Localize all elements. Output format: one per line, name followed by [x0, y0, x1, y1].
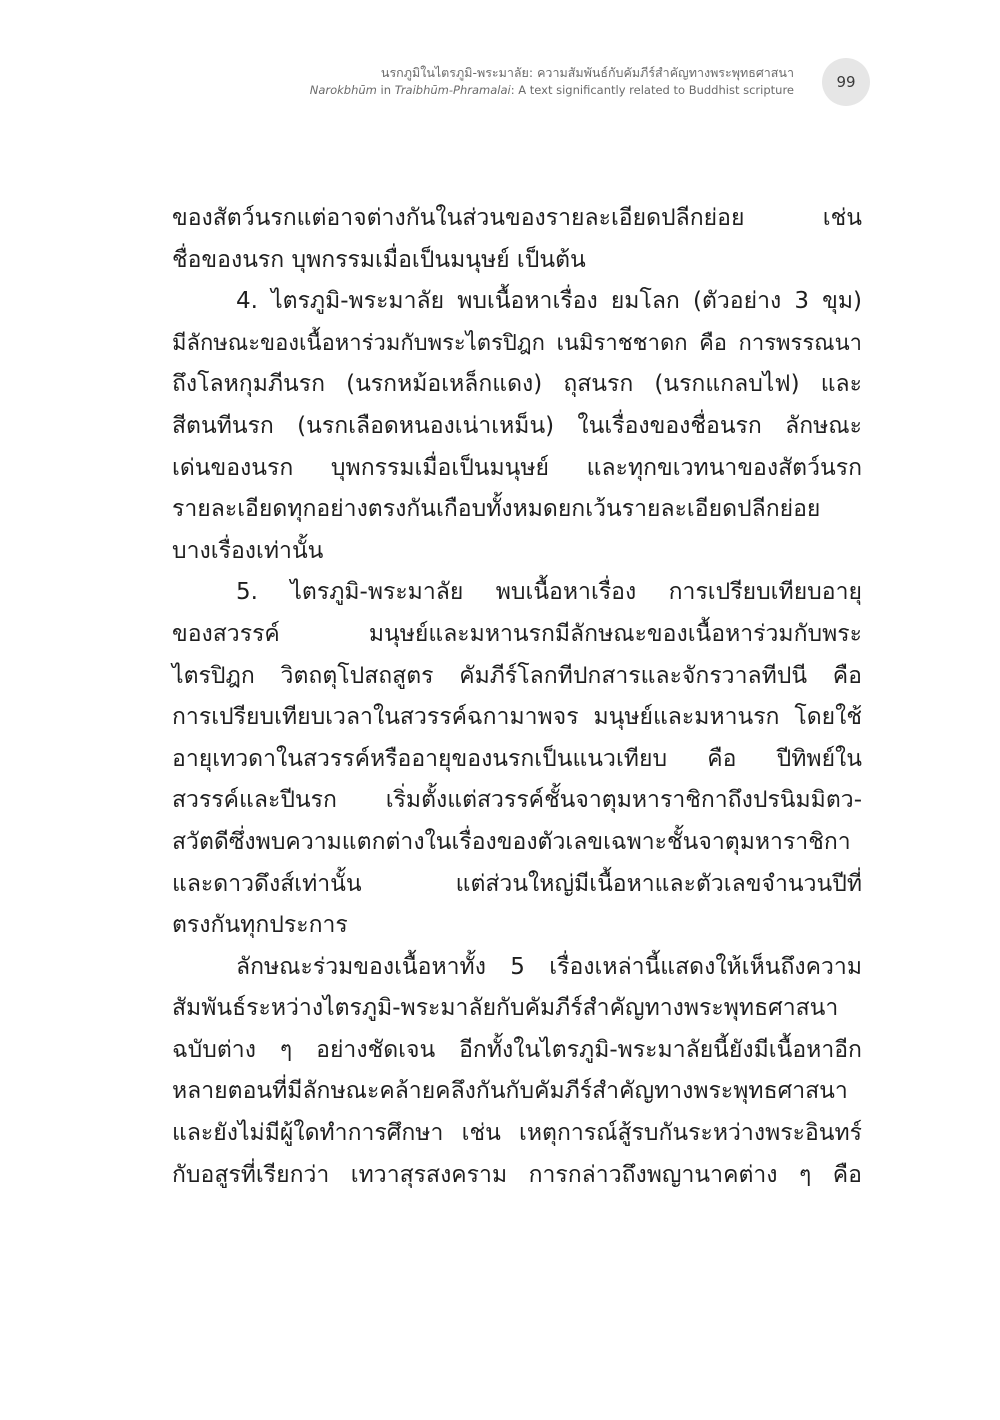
body-line: และยังไม่มีผู้ใดทำการศึกษา เช่น เหตุการณ์สู้รบกันระหว่างพระอินทร์: [172, 1120, 862, 1147]
running-header: [154, 64, 794, 99]
body-line: สัมพันธ์ระหว่างไตรภูมิ-พระมาลัยกับคัมภีร์สำคัญทางพระพุทธศาสนา: [172, 995, 839, 1022]
body-line: 5. ไตรภูมิ-พระมาลัย พบเนื้อหาเรื่อง การเปรียบเทียบอายุ: [236, 579, 862, 606]
header-en-term-2: Traibhūm-Phramalai: [394, 83, 511, 97]
body-line: สีตนทีนรก (นรกเลือดหนองเน่าเหม็น) ในเรื่องของชื่อนรก ลักษณะ: [172, 412, 862, 439]
body-text: [172, 198, 862, 1196]
body-line: ลักษณะร่วมของเนื้อหาทั้ง 5 เรื่องเหล่านี้แสดงให้เห็นถึงความ: [236, 953, 862, 980]
body-line: บางเรื่องเท่านั้น: [172, 537, 324, 564]
body-line: อายุเทวดาในสวรรค์หรืออายุของนรกเป็นแนวเทียบ คือ ปีทิพย์ใน: [172, 745, 862, 772]
body-line: สวัตดีซึ่งพบความแตกต่างในเรื่องของตัวเลขเฉพาะชั้นจาตุมหาราชิกา: [172, 828, 851, 855]
body-line: มีลักษณะของเนื้อหาร่วมกับพระไตรปิฎก เนมิราชชาดก คือ การพรรณนา: [172, 330, 862, 356]
body-line: ของสวรรค์ มนุษย์และมหานรกมีลักษณะของเนื้อหาร่วมกับพระ: [172, 620, 862, 647]
page-number: 99: [836, 73, 856, 91]
header-en-in: in: [376, 83, 395, 97]
header-en-rest: : A text significantly related to Buddhist scripture: [510, 83, 794, 97]
body-line: ไตรปิฎก วิตถตุโปสถสูตร คัมภีร์โลกทีปกสารและจักรวาลทีปนี คือ: [172, 662, 862, 689]
body-line: และดาวดึงส์เท่านั้น แต่ส่วนใหญ่มีเนื้อหาและตัวเลขจำนวนปีที่: [172, 870, 862, 897]
body-line: หลายตอนที่มีลักษณะคล้ายคลึงกันกับคัมภีร์สำคัญทางพระพุทธศาสนา: [172, 1078, 848, 1105]
body-line: ของสัตว์นรกแต่อาจต่างกันในส่วนของรายละเอียดปลีกย่อย เช่น: [172, 205, 862, 231]
body-line: เด่นของนรก บุพกรรมเมื่อเป็นมนุษย์ และทุกขเวทนาของสัตว์นรก: [172, 454, 862, 481]
body-line: ตรงกันทุกประการ: [172, 912, 348, 939]
body-line: รายละเอียดทุกอย่างตรงกันเกือบทั้งหมดยกเว้นรายละเอียดปลีกย่อย: [172, 496, 821, 523]
body-line: 4. ไตรภูมิ-พระมาลัย พบเนื้อหาเรื่อง ยมโลก (ตัวอย่าง 3 ขุม): [236, 288, 862, 315]
header-thai-title: นรกภูมิในไตรภูมิ-พระมาลัย: ความสัมพันธ์กับคัมภีร์สำคัญทางพระพุทธศาสนา: [380, 65, 794, 80]
header-english-title: [154, 82, 794, 99]
body-line: การเปรียบเทียบเวลาในสวรรค์ฉกามาพจร มนุษย์และมหานรก โดยใช้: [172, 704, 862, 731]
body-line: ฉบับต่าง ๆ อย่างชัดเจน อีกทั้งในไตรภูมิ-พระมาลัยนี้ยังมีเนื้อหาอีก: [172, 1036, 862, 1063]
header-en-term-1: Narokbhūm: [309, 83, 377, 97]
body-line: สวรรค์และปีนรก เริ่มตั้งแต่สวรรค์ชั้นจาตุมหาราชิกาถึงปรนิมมิตว-: [172, 787, 862, 814]
body-line: กับอสูรที่เรียกว่า เทวาสุรสงคราม การกล่าวถึงพญานาคต่าง ๆ คือ: [172, 1161, 862, 1188]
body-line: ถึงโลหกุมภีนรก (นรกหม้อเหล็กแดง) ถุสนรก (นรกแกลบไฟ) และ: [172, 371, 862, 398]
body-line: ชื่อของนรก บุพกรรมเมื่อเป็นมนุษย์ เป็นต้น: [172, 246, 586, 273]
page-number-badge: [822, 58, 870, 106]
